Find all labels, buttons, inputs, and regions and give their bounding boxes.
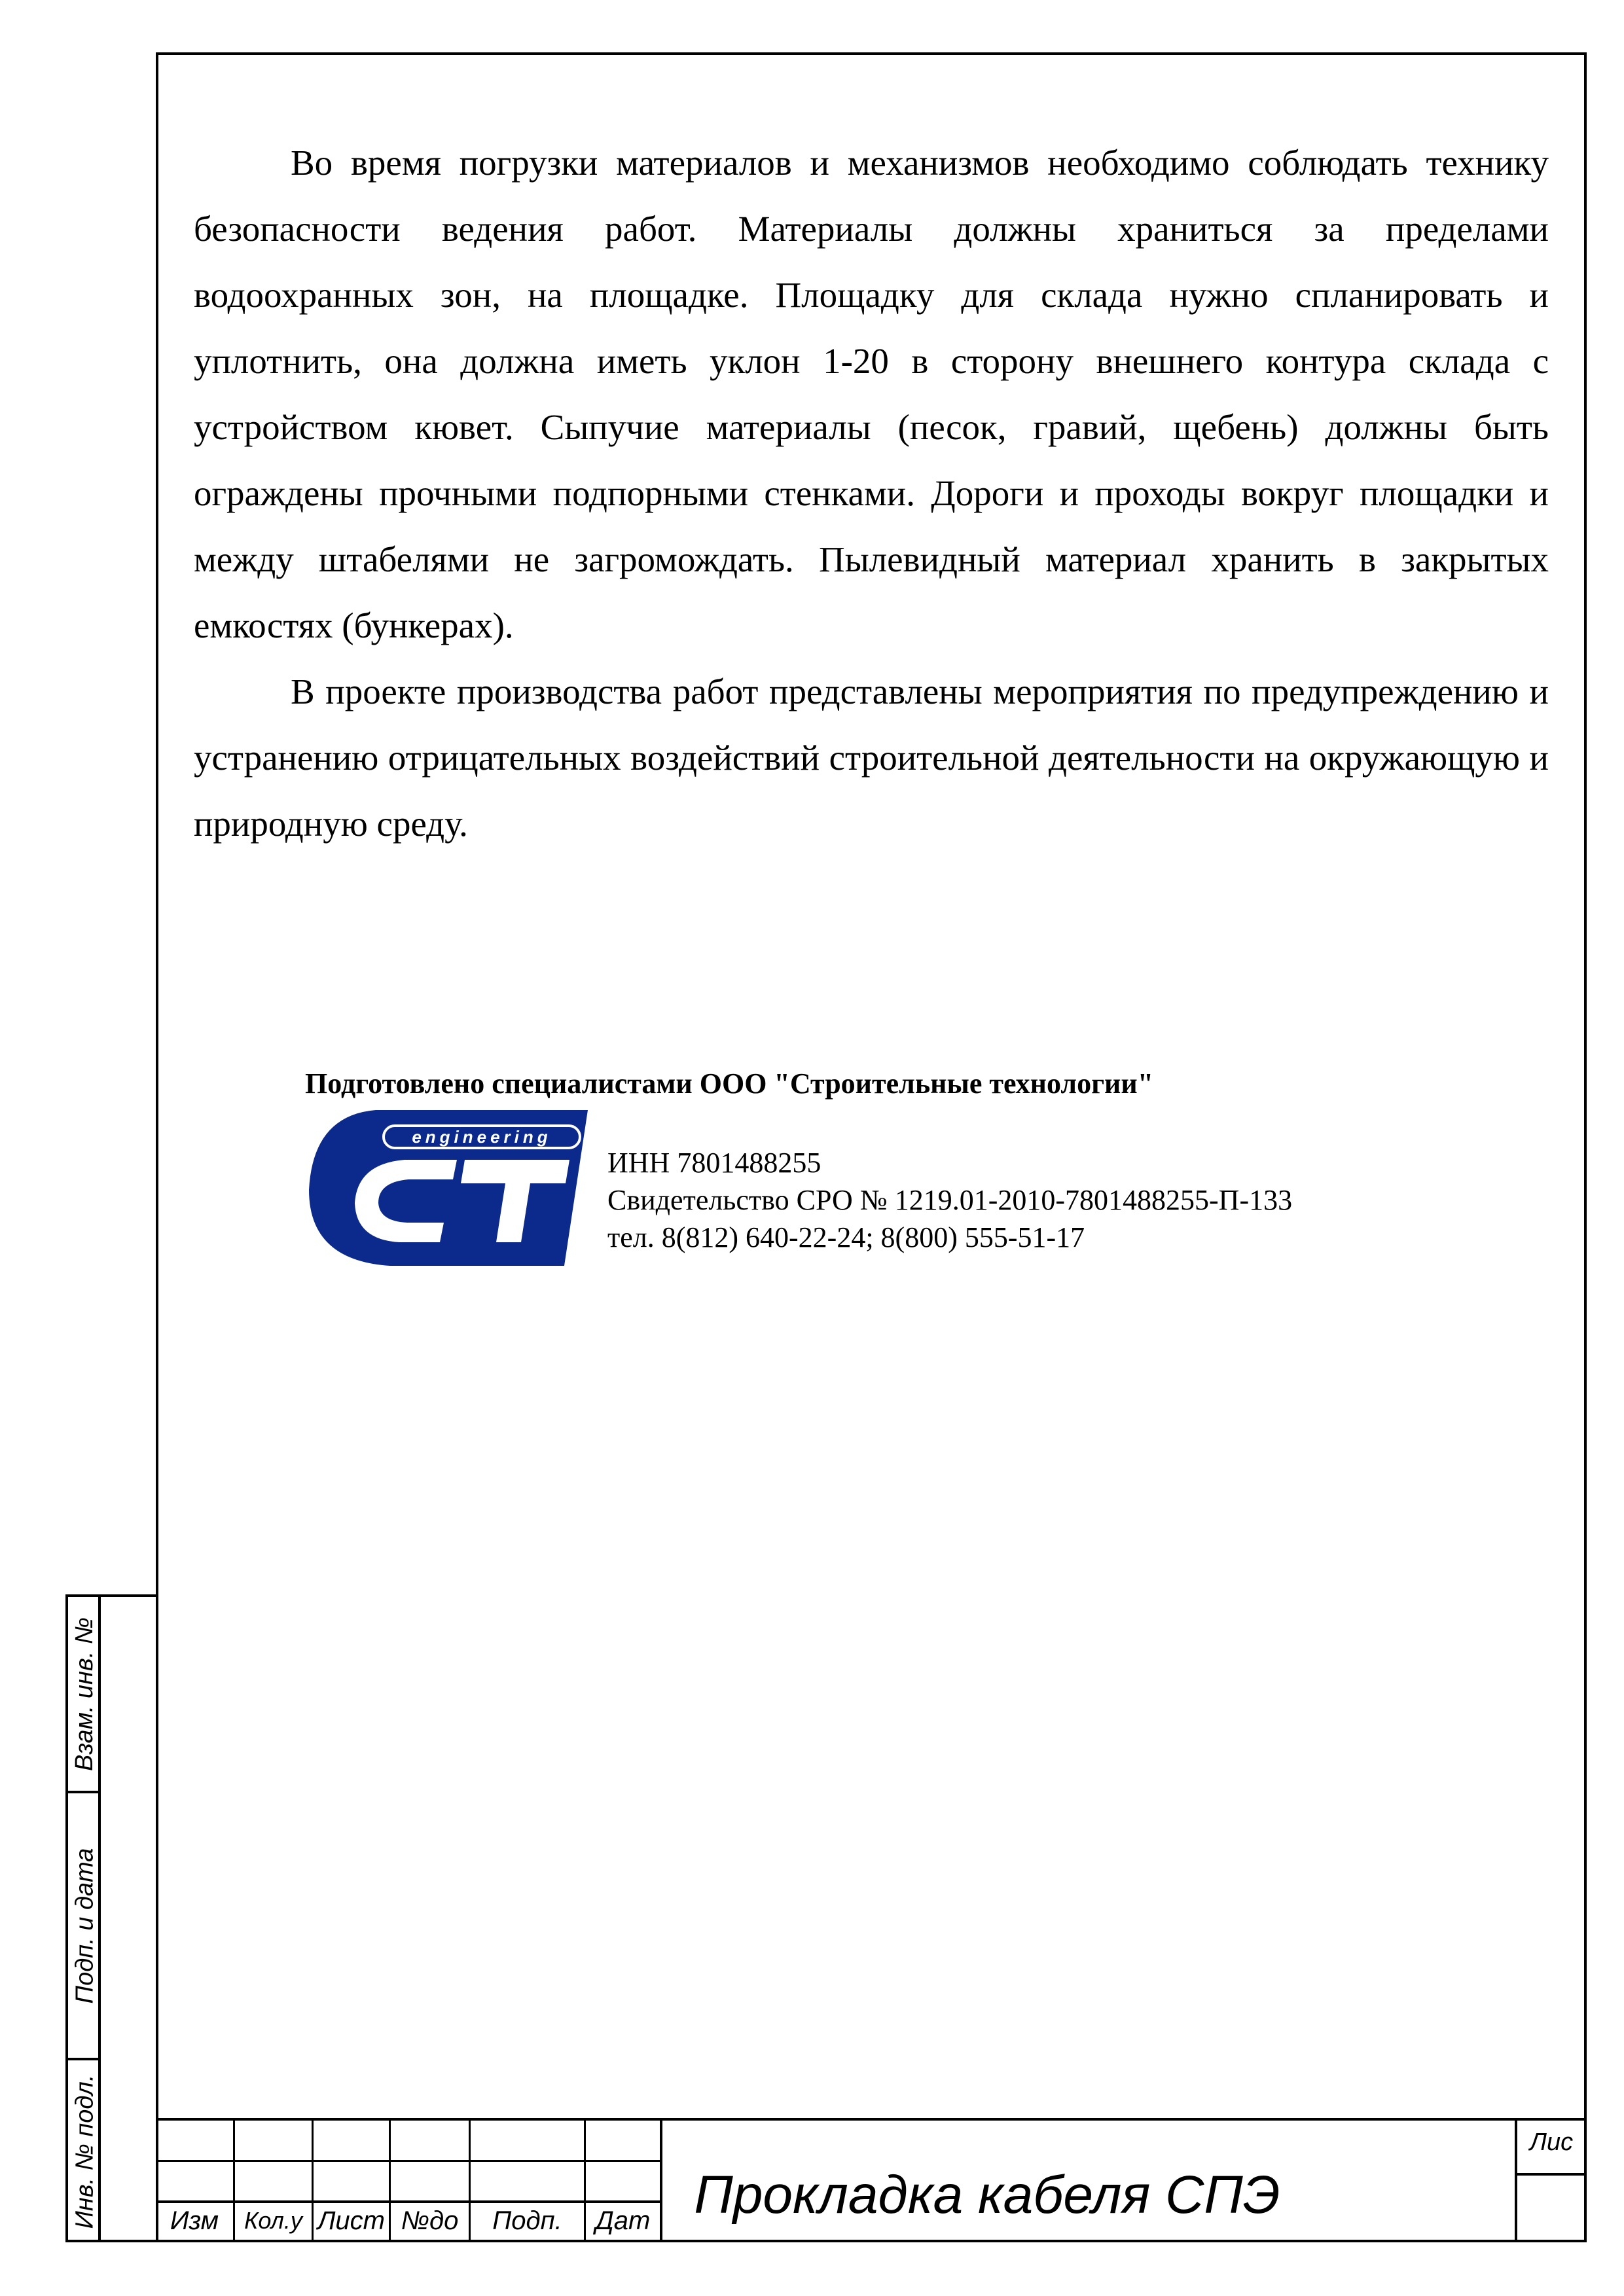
side-stamp (65, 1594, 156, 2242)
logo-engineering-text: engineering (412, 1127, 552, 1147)
title-block (156, 2118, 1587, 2242)
title-block-count-label: Кол.у (244, 2207, 302, 2234)
side-stamp-label: Инв. № подл. (71, 2074, 99, 2229)
title-block-doc-number-label: №до (401, 2206, 459, 2235)
document-title: Прокладка кабеля СПЭ (694, 2165, 1280, 2225)
paragraph-1: Во время погрузки материалов и механизмов необходимо соблюдать технику безопасности ведения работ. Материалы должны храниться за пределами водоохранных зон, на площадке. Площадку для склада нужно спланировать и уплотнить, она должна иметь уклон 1-20 в сторону внешнего контура склада с устройством кювет. Сыпучие материалы (песок, гравий, щебень) должны быть ограждены прочными подпорными стенками. Дороги и проходы вокруг площадки и между штабелями не загромождать. Пылевидный материал хранить в закрытых емкостях (бункерах). (194, 143, 1549, 645)
side-stamp-replacement (71, 1597, 99, 1791)
company-phone: тел. 8(812) 640-22-24; 8(800) 555-51-17 (607, 1221, 1085, 1253)
document-body (194, 130, 1549, 857)
company-inn: ИНН 7801488255 (607, 1147, 821, 1179)
side-stamp-label: Подп. и дата (71, 1848, 99, 2003)
title-block-page-label: Лис (1529, 2128, 1574, 2156)
company-info (607, 1144, 1292, 1256)
paragraph-2: В проекте производства работ представлены мероприятия по предупреждению и устранению отрицательных воздействий строительной деятельности на окружающую и природную среду. (194, 672, 1549, 844)
title-block-change-label: Изм (170, 2206, 219, 2235)
company-certificate: Свидетельство СРО № 1219.01-2010-7801488255-П-133 (607, 1184, 1293, 1216)
company-logo (305, 1106, 592, 1270)
title-block-signature-label: Подп. (492, 2206, 562, 2235)
side-stamp-label: Взам. инв. № (71, 1617, 99, 1771)
side-stamp-signature-date (71, 1793, 99, 2058)
side-stamp-original-number (71, 2060, 99, 2242)
title-block-sheet-label: Лист (317, 2206, 385, 2235)
title-block-date-label: Дат (595, 2206, 651, 2235)
prepared-by-heading: Подготовлено специалистами ООО "Строительные технологии" (305, 1067, 1154, 1100)
